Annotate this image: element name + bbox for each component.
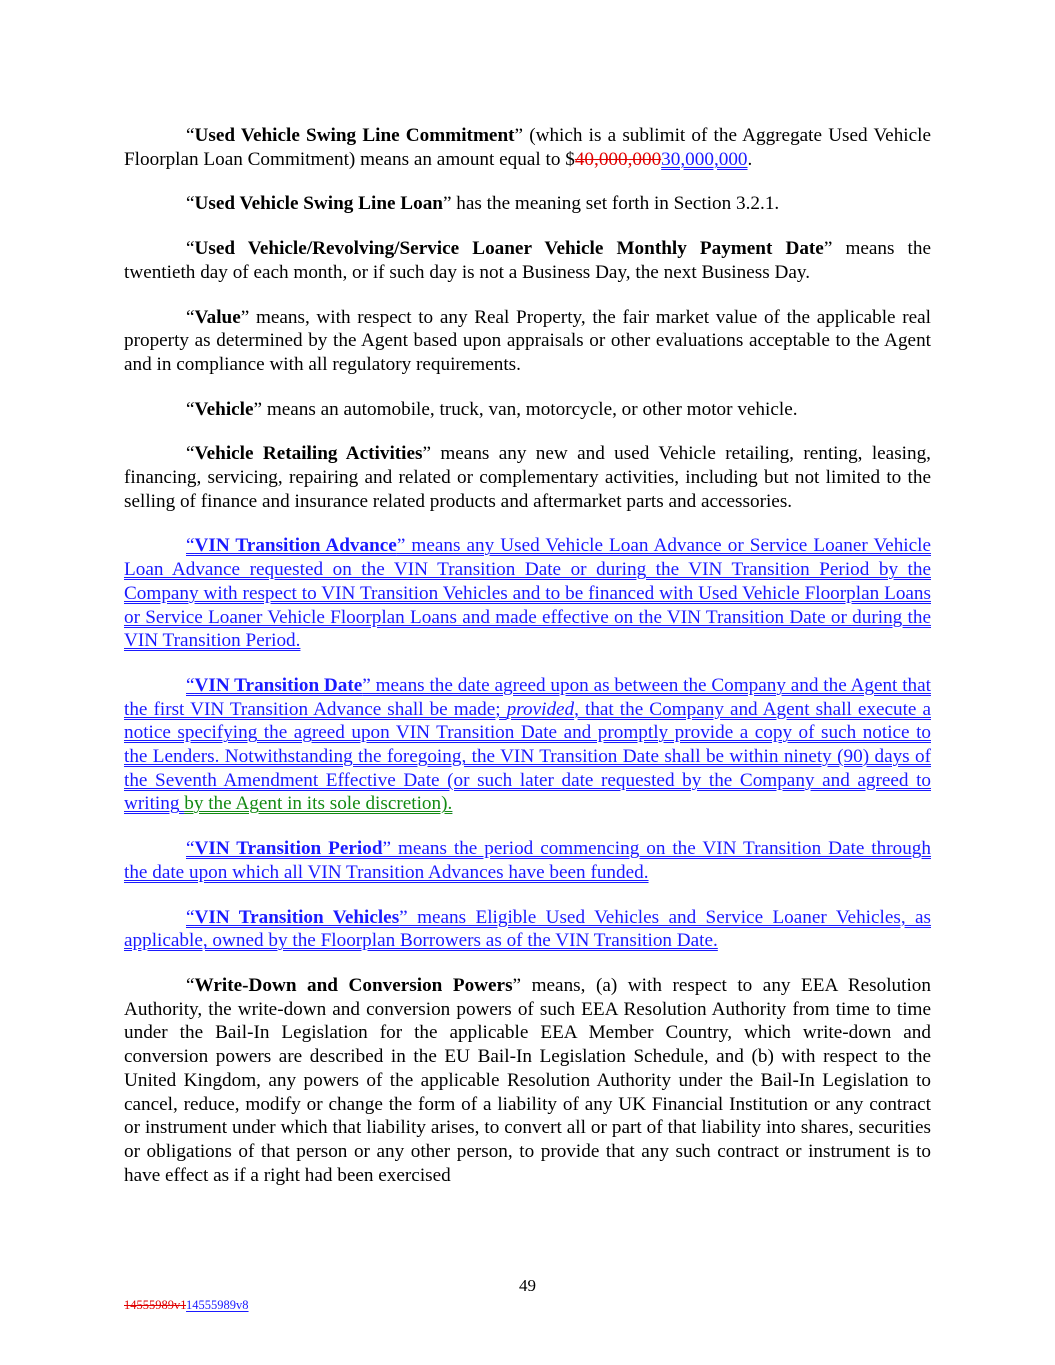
defined-term: VIN Transition Date xyxy=(194,674,363,696)
definition-used-vehicle-swing-line-loan: “Used Vehicle Swing Line Loan” has the meaning set forth in Section 3.2.1. xyxy=(186,193,780,215)
definition-vehicle-retailing-activities: “Vehicle Retailing Activities” means any new and used Vehicle retailing, renting, leasing, financing, servicing, repairing and related or complementary activities, including but not limited to the selling of finance and insurance related products and aftermarket parts and accessories. xyxy=(124,443,931,512)
page-number: 49 xyxy=(519,1276,536,1295)
inserted-text: 30,000,000 xyxy=(661,148,748,170)
moved-text: by the Agent in its sole discretion). xyxy=(184,793,453,815)
definition-vehicle: “Vehicle” means an automobile, truck, van, motorcycle, or other motor vehicle. xyxy=(186,398,798,420)
definition-write-down-and-conversion-powers: “Write-Down and Conversion Powers” means, (a) with respect to any EEA Resolution Authority, the write-down and conversion powers of such EEA Resolution Authority from time to time under the Bail-In Legislation for the applicable EEA Member Country, which write-down and conversion powers are described in the EU Bail-In Legislation Schedule, and (b) with respect to the United Kingdom, any powers of the applicable Resolution Authority under the Bail-In Legislation to cancel, reduce, modify or change the form of a liability of any UK Financial Institution or any contract or instrument under which that liability arises, to convert all or part of that liability into shares, securities or obligations of that person or any other person, to provide that any such contract or instrument is to have effect as if a right had been exercised xyxy=(124,974,931,1186)
definition-used-vehicle-swing-line-commitment: “Used Vehicle Swing Line Commitment” (which is a sublimit of the Aggregate Used Vehicle Floorplan Loan Commitment) means an amount equal to $40,000,00030,000,000. xyxy=(124,125,931,170)
defined-term: Used Vehicle/Revolving/Service Loaner Vehicle Monthly Payment Date xyxy=(194,238,824,260)
inserted-doc-id: 14555989v8 xyxy=(186,1298,249,1312)
defined-term: Vehicle Retailing Activities xyxy=(194,443,423,465)
defined-term: Value xyxy=(194,306,241,328)
definition-monthly-payment-date: “Used Vehicle/Revolving/Service Loaner Vehicle Monthly Payment Date” means the twentieth day of each month, or if such day is not a Business Day, the next Business Day. xyxy=(124,238,931,283)
definition-vin-transition-vehicles: “VIN Transition Vehicles” means Eligible Used Vehicles and Service Loaner Vehicles, as applicable, owned by the Floorplan Borrowers as of the VIN Transition Date. xyxy=(124,906,931,952)
defined-term: Used Vehicle Swing Line Loan xyxy=(194,193,443,215)
defined-term: VIN Transition Vehicles xyxy=(194,906,400,928)
deleted-doc-id: 14555989v1 xyxy=(124,1298,187,1312)
definition-vin-transition-advance: “VIN Transition Advance” means any Used Vehicle Loan Advance or Service Loaner Vehicle Loan Advance requested on the VIN Transition Date or during the VIN Transition Period by the Company with respect to VIN Transition Vehicles and to be financed with Used Vehicle Floorplan Loans or Service Loaner Vehicle Floorplan Loans and made effective on the VIN Transition Date or during the VIN Transition Period. xyxy=(124,535,931,652)
defined-term: VIN Transition Period xyxy=(194,838,383,860)
deleted-text: 40,000,000 xyxy=(574,148,662,170)
defined-term: VIN Transition Advance xyxy=(194,535,397,557)
document-body xyxy=(124,124,931,1208)
defined-term: Vehicle xyxy=(194,398,254,420)
italic-term: provided xyxy=(506,698,575,720)
defined-term: Write-Down and Conversion Powers xyxy=(194,974,513,996)
definition-vin-transition-period: “VIN Transition Period” means the period commencing on the VIN Transition Date through the date upon which all VIN Transition Advances have been funded. xyxy=(124,838,931,883)
definition-vin-transition-date: “VIN Transition Date” means the date agreed upon as between the Company and the Agent that the first VIN Transition Advance shall be made; provided, that the Company and Agent shall execute a notice specifying the agreed upon VIN Transition Date and promptly provide a copy of such notice to the Lenders. Notwithstanding the foregoing, the VIN Transition Date shall be within ninety (90) days of the Seventh Amendment Effective Date (or such later date requested by the Company and agreed to writing by the Agent in its sole discretion). xyxy=(124,674,931,815)
definition-value: “Value” means, with respect to any Real Property, the fair market value of the applicable real property as determined by the Agent based upon appraisals or other evaluations acceptable to the Agent and in compliance with all regulatory requirements. xyxy=(124,306,931,375)
document-id xyxy=(124,1298,249,1313)
defined-term: Used Vehicle Swing Line Commitment xyxy=(194,125,515,146)
